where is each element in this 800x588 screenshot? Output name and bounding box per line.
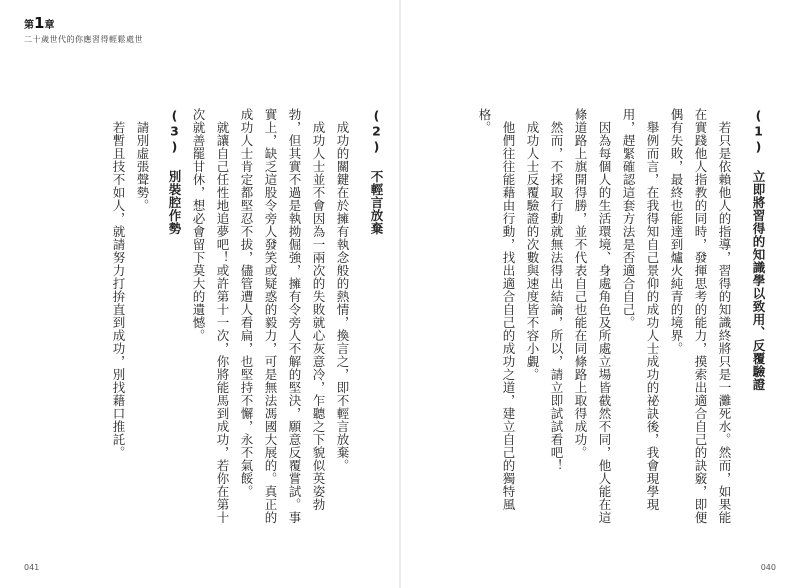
chapter-suffix: 章 bbox=[44, 20, 55, 31]
page-number-right: 040 bbox=[760, 563, 776, 572]
chapter-label bbox=[24, 14, 143, 32]
section-1-marker: (1) bbox=[751, 108, 766, 155]
paragraph: 成功的關鍵在於擁有執念般的熱情，換言之，即不輕言放棄。 bbox=[335, 120, 350, 472]
section-3-heading bbox=[162, 108, 186, 533]
section-2-heading bbox=[364, 108, 388, 533]
paragraph: 他們往往能藉由行動，找出適合自己的成功之道，建立自己的獨特風格。 bbox=[477, 108, 516, 511]
section-1-title: 立即將習得的知識學以致用、反覆驗證 bbox=[751, 170, 766, 391]
section-3-title: 別裝腔作勢 bbox=[167, 170, 182, 235]
book-gutter bbox=[399, 0, 401, 588]
paragraph: 若暫且技不如人，就請努力打拚直到成功，別找藉口推託。 bbox=[111, 120, 126, 459]
paragraph: 成功人士並不會因為一兩次的失敗就心灰意冷，乍聽之下貌似英姿勃勃，但其實不過是執拗倔強，擁有令旁人不解的堅決，願意反覆嘗試。事實上，缺乏這股令旁人發笑或疑惑的毅力，可是無法馮國大展的。真正的成功人士肯定都堅忍不拔，儘管遭人看扁，也堅持不懈，永不氣餒。 bbox=[239, 108, 326, 524]
paragraph: 請別虛張聲勢。 bbox=[135, 120, 150, 212]
chapter-title: 二十歲世代的你應習得輕鬆處世 bbox=[24, 35, 143, 44]
chapter-number: 1 bbox=[34, 14, 45, 32]
paragraph: 然而，不採取行動就無法得出結論，所以，請立即試試看吧！ bbox=[549, 120, 564, 472]
left-page-text bbox=[30, 108, 388, 533]
section-3-marker: (3) bbox=[167, 108, 182, 155]
paragraph: 就讓自己任性地追夢吧！或許第十一次，你將能馬到成功，若你在第十次就善罷甘休，想必會留下莫大的遺憾。 bbox=[191, 108, 230, 524]
right-page-text bbox=[410, 108, 770, 533]
paragraph: 成功人士反覆驗證的次數與速度皆不容小覷。 bbox=[525, 120, 540, 381]
section-2-marker: (2) bbox=[369, 108, 384, 155]
page-number-left: 041 bbox=[24, 563, 40, 572]
chapter-header bbox=[24, 14, 143, 45]
paragraph: 因為每個人的生活環境、身處角色及所處立場皆截然不同，他人能在這條道路上旗開得勝，並不代表自己也能在同條路上取得成功。 bbox=[573, 108, 612, 524]
section-2-title: 不輕言放棄 bbox=[369, 170, 384, 235]
section-1-heading bbox=[746, 108, 770, 533]
chapter-prefix: 第 bbox=[24, 20, 34, 31]
paragraph: 若只是依賴他人的指導，習得的知識終將只是一灘死水。然而，如果能在實踐他人指教的同時，發揮思考的能力，摸索出適合自己的訣竅，即便偶有失敗，最終也能達到爐火純青的境界。 bbox=[669, 108, 732, 524]
paragraph: 舉例而言，在我得知自己景仰的成功人士成功的祕訣後，我會現學現用，趕緊確認這套方法是否適合自己。 bbox=[621, 108, 660, 511]
